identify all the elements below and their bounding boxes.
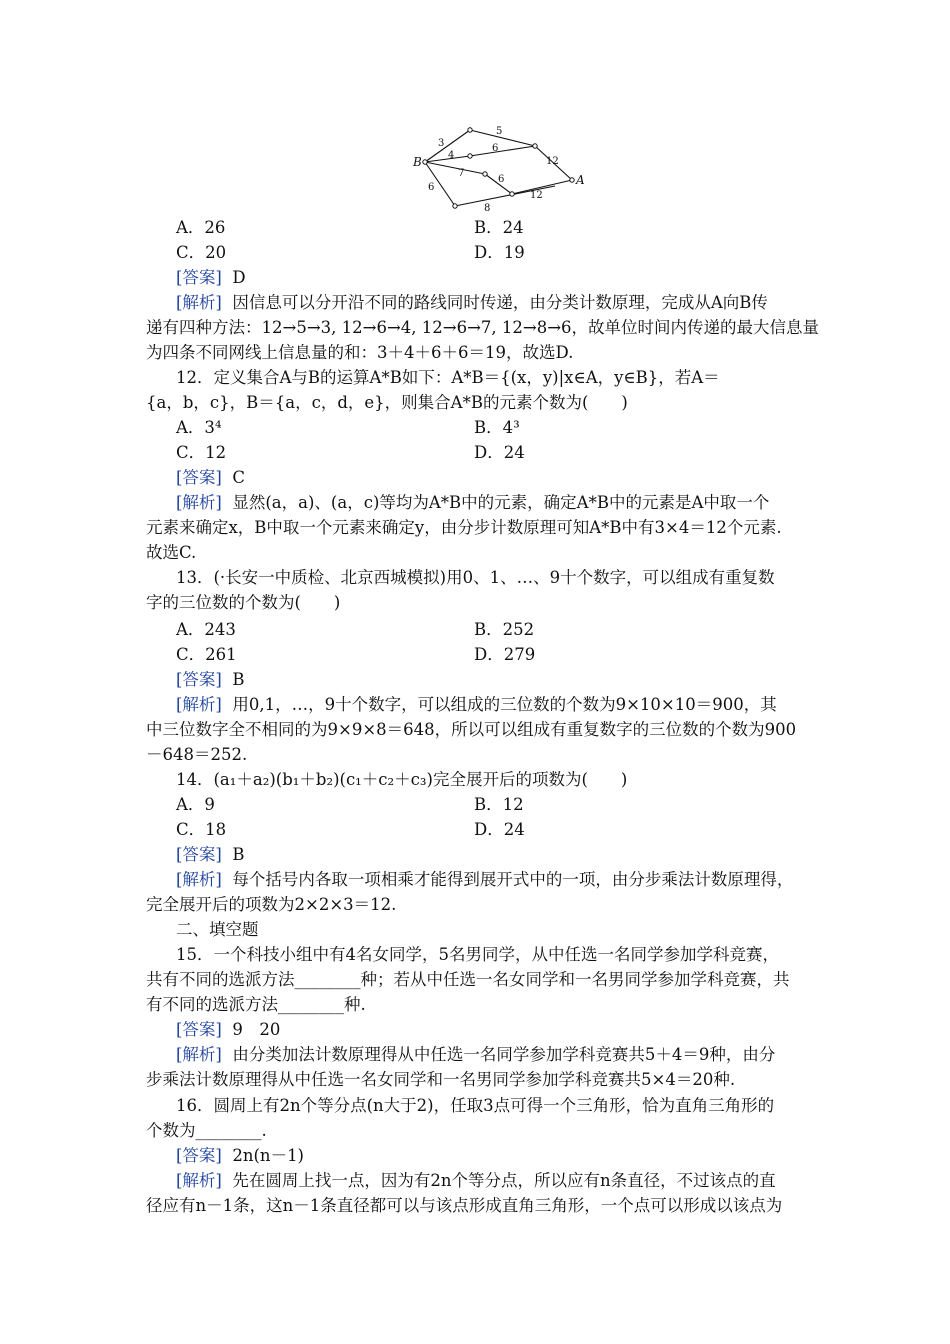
analysis-text: 因信息可以分开沿不同的路线同时传递，由分类计数原理，完成从A向B传 — [232, 293, 768, 312]
edge-label-4: 12 — [546, 156, 559, 167]
q11-option-d: D．19 — [474, 243, 525, 262]
q12-analysis-line-3: 故选C. — [146, 543, 197, 562]
edge-label-8: 12 — [530, 190, 543, 201]
q13-option-d: D．279 — [474, 645, 536, 664]
answer-tag: [答案] — [176, 468, 222, 487]
q16-analysis-line-2: 径应有n－1条，这n－1条直径都可以与该点形成直角三角形，一个点可以形成以该点为 — [146, 1196, 783, 1215]
node-a-label: A — [576, 173, 585, 187]
node-right — [533, 144, 537, 148]
q15-analysis-line-2: 步乘法计数原理得从中任选一名女同学和一名男同学参加学科竞赛共5×4＝20种. — [146, 1070, 736, 1089]
analysis-text: 每个括号内各取一项相乘才能得到展开式中的一项，由分步乘法计数原理得， — [232, 870, 794, 889]
answer-value: C — [232, 468, 245, 487]
edge-label-5: 7 — [458, 168, 465, 179]
q13-option-b: B．252 — [474, 620, 535, 639]
edge-top-right — [470, 130, 535, 146]
edge-label-6: 6 — [498, 174, 505, 185]
q14-option-b: B．12 — [474, 795, 524, 814]
analysis-tag: [解析] — [176, 493, 222, 512]
edge-mid-right — [470, 146, 535, 156]
q12-stem-line-2: {a，b，c}，B＝{a，c，d，e}，则集合A*B的元素个数为( ) — [146, 393, 628, 412]
q16-stem-line-1: 16．圆周上有2n个等分点(n大于2)，任取3点可得一个三角形，恰为直角三角形的 — [176, 1096, 775, 1115]
q11-analysis-line-1 — [176, 291, 768, 315]
node-top — [468, 128, 472, 132]
node-b-label: B — [413, 155, 422, 169]
q15-answer — [176, 1018, 280, 1042]
analysis-text: 用0,1，…，9十个数字，可以组成的三位数的个数为9×10×10＝900，其 — [232, 695, 777, 714]
q15-stem-line-3: 有不同的选派方法________种. — [146, 995, 366, 1014]
edge-label-9: 8 — [484, 203, 491, 214]
q13-analysis-line-3: －648＝252. — [146, 745, 248, 764]
q14-option-a: A．9 — [176, 795, 215, 814]
q12-answer — [176, 466, 245, 490]
q11-option-a: A．26 — [176, 218, 226, 237]
answer-tag: [答案] — [176, 845, 222, 864]
q13-stem-line-1: 13．(·长安一中质检、北京西城模拟)用0、1、…、9十个数字，可以组成有重复数 — [176, 568, 775, 587]
q11-answer — [176, 266, 246, 290]
q11-analysis-line-3: 为四条不同网线上信息量的和：3＋4＋6＋6＝19，故选D. — [146, 343, 574, 362]
q12-option-a: A．3⁴ — [176, 418, 222, 437]
edge-label-1: 5 — [496, 126, 503, 137]
q13-analysis-line-1 — [176, 693, 777, 717]
q13-analysis-line-2: 中三位数字全不相同的为9×9×8＝648，所以可以组成有重复数字的三位数的个数为900 — [146, 720, 797, 739]
q15-stem-line-2: 共有不同的选派方法________种；若从中任选一名女同学和一名男同学参加学科竞赛，共 — [146, 970, 790, 989]
answer-tag: [答案] — [176, 670, 222, 689]
edge-label-3: 6 — [492, 143, 499, 154]
q13-answer — [176, 668, 245, 692]
answer-value: D — [232, 268, 246, 287]
q14-stem-line-1: 14．(a₁＋a₂)(b₁＋b₂)(c₁＋c₂＋c₃)完全展开后的项数为( ) — [176, 770, 628, 789]
q15-stem-line-1: 15．一个科技小组中有4名女同学，5名男同学，从中任选一名同学参加学科竞赛， — [176, 945, 779, 964]
answer-tag: [答案] — [176, 268, 222, 287]
edge-b-center — [425, 162, 485, 174]
answer-value: 9 20 — [232, 1020, 281, 1039]
node-inner — [510, 192, 514, 196]
edge-label-7: 6 — [428, 182, 435, 193]
answer-value: B — [232, 670, 245, 689]
node-mid — [468, 154, 472, 158]
q16-analysis-line-1 — [176, 1169, 776, 1193]
answer-value: 2n(n－1) — [232, 1146, 304, 1165]
q13-option-a: A．243 — [176, 620, 236, 639]
q12-analysis-line-1 — [176, 491, 769, 515]
section-title-fill-in: 二、填空题 — [176, 920, 259, 939]
q11-option-b: B．24 — [474, 218, 524, 237]
q11-option-c: C．20 — [176, 243, 227, 262]
q11-analysis-line-2: 递有四种方法：12→5→3, 12→6→4, 12→6→7, 12→8→6，故单位时间内传递的最大信息量 — [146, 318, 820, 337]
analysis-tag: [解析] — [176, 1171, 222, 1190]
edge-label-0: 3 — [438, 138, 445, 149]
q12-option-c: C．12 — [176, 443, 227, 462]
q15-analysis-line-1 — [176, 1043, 775, 1067]
q14-analysis-line-2: 完全展开后的项数为2×2×3＝12. — [146, 895, 397, 914]
analysis-tag: [解析] — [176, 1045, 222, 1064]
q13-stem-line-2: 字的三位数的个数为( ) — [146, 593, 341, 612]
q16-answer — [176, 1144, 304, 1168]
answer-value: B — [232, 845, 245, 864]
node-a-dot — [570, 178, 574, 182]
node-center — [483, 172, 487, 176]
analysis-tag: [解析] — [176, 870, 222, 889]
q12-stem-line-1: 12．定义集合A与B的运算A*B如下：A*B＝{(x，y)|x∈A，y∈B}，若A＝ — [176, 368, 720, 387]
node-bottom — [453, 204, 457, 208]
q13-option-c: C．261 — [176, 645, 237, 664]
answer-tag: [答案] — [176, 1146, 222, 1165]
analysis-text: 先在圆周上找一点，因为有2n个等分点，所以应有n条直径，不过该点的直 — [232, 1171, 776, 1190]
q14-option-d: D．24 — [474, 820, 525, 839]
network-diagram — [410, 122, 590, 214]
q14-answer — [176, 843, 245, 867]
analysis-text: 显然(a，a)、(a，c)等均为A*B中的元素，确定A*B中的元素是A中取一个 — [232, 493, 770, 512]
analysis-tag: [解析] — [176, 695, 222, 714]
q14-option-c: C．18 — [176, 820, 227, 839]
q16-stem-line-2: 个数为________. — [146, 1121, 267, 1140]
answer-tag: [答案] — [176, 1020, 222, 1039]
q14-analysis-line-1 — [176, 868, 793, 892]
q12-analysis-line-2: 元素来确定x，B中取一个元素来确定y，由分步计数原理可知A*B中有3×4＝12个元素. — [146, 518, 782, 537]
analysis-text: 由分类加法计数原理得从中任选一名同学参加学科竞赛共5＋4＝9种，由分 — [232, 1045, 776, 1064]
analysis-tag: [解析] — [176, 293, 222, 312]
node-b-dot — [423, 160, 427, 164]
q12-option-b: B．4³ — [474, 418, 520, 437]
edge-label-2: 4 — [448, 150, 455, 161]
q12-option-d: D．24 — [474, 443, 525, 462]
